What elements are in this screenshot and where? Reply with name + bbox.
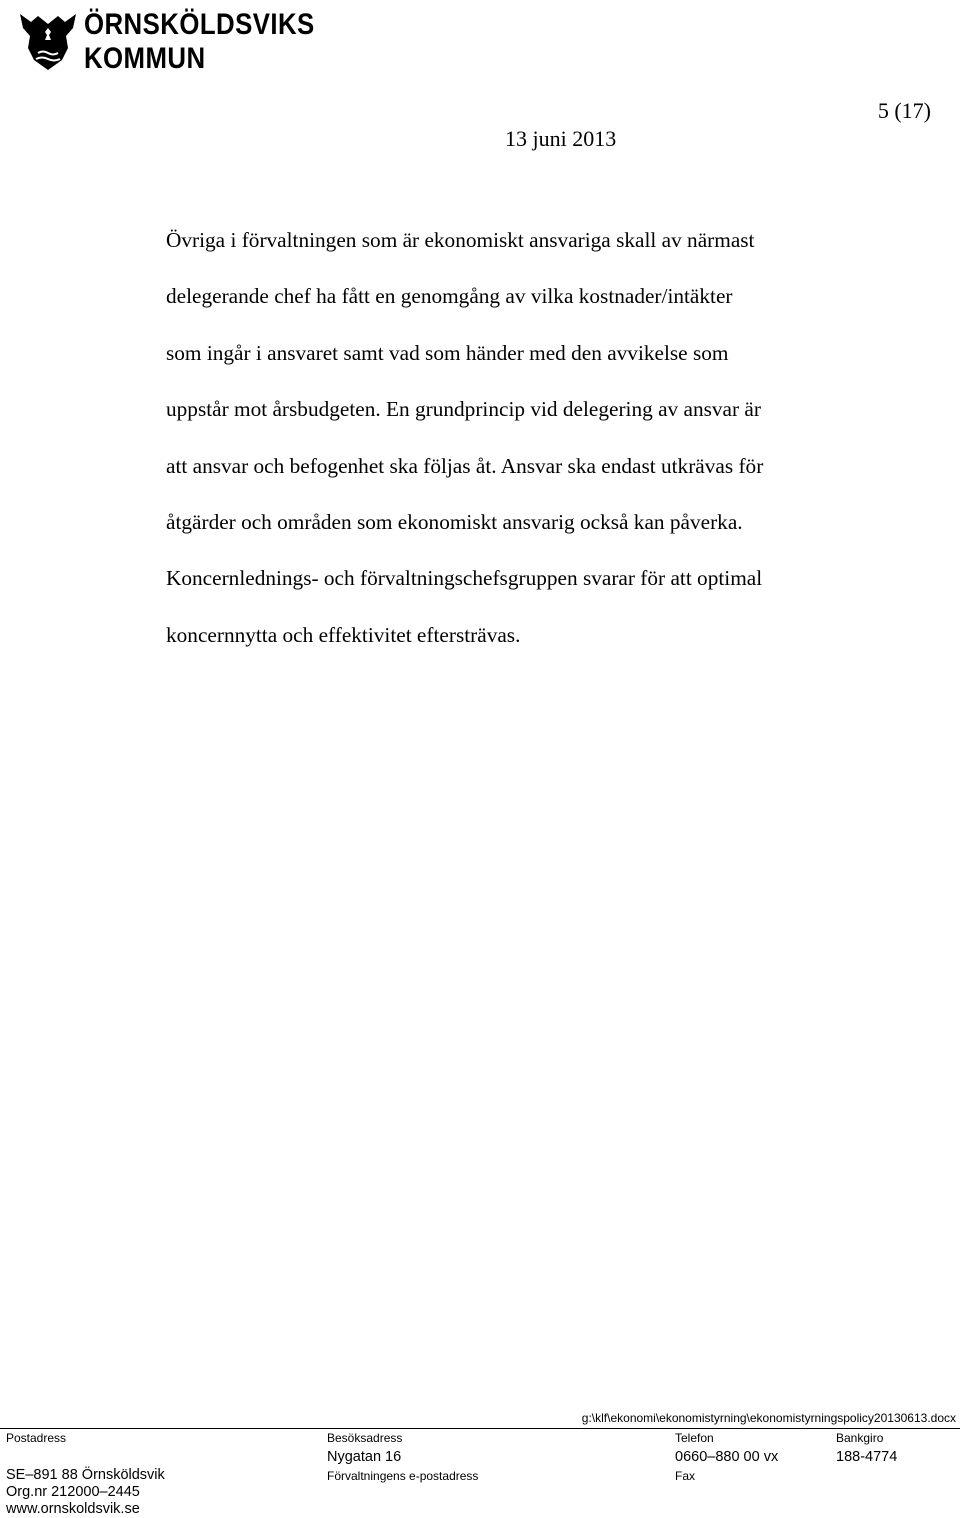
telefon-value: 0660–880 00 vx xyxy=(675,1449,779,1465)
text-line: som ingår i ansvaret samt vad som händer med den avvikelse som xyxy=(166,340,729,365)
municipality-logo xyxy=(18,8,315,75)
paragraph-1 xyxy=(166,226,886,536)
logo-title-line2: KOMMUN xyxy=(84,42,206,75)
text-line: koncernnytta och effektivitet eftersträvas. xyxy=(166,622,521,647)
coat-of-arms-eagle-icon xyxy=(18,8,78,72)
text-line: Övriga i förvaltningen som är ekonomiskt ansvariga skall av närmast xyxy=(166,228,755,252)
besoksadress-value: Nygatan 16 xyxy=(327,1449,402,1465)
text-line: åtgärder och områden som ekonomiskt ansvarig också kan påverka. xyxy=(166,510,743,535)
text-line: Koncernlednings- och förvaltningschefsgruppen svarar för att optimal xyxy=(166,566,763,591)
document-body xyxy=(166,226,886,649)
org-number: Org.nr 212000–2445 xyxy=(6,1484,140,1500)
telefon-label: Telefon xyxy=(675,1431,714,1445)
bankgiro-label: Bankgiro xyxy=(836,1431,884,1445)
logo-title-line1: ÖRNSKÖLDSVIKS xyxy=(84,8,315,41)
text-line: att ansvar och befogenhet ska följas åt. Ansvar ska endast utkrävas för xyxy=(166,453,764,478)
file-path: g:\klf\ekonomi\ekonomistyrning\ekonomistyrningspolicy20130613.docx xyxy=(581,1411,956,1425)
bankgiro-value: 188-4774 xyxy=(836,1449,898,1465)
document-date: 13 juni 2013 xyxy=(505,126,617,151)
fax-label: Fax xyxy=(675,1469,696,1483)
besoksadress-label: Besöksadress xyxy=(327,1431,403,1445)
page-number: 5 (17) xyxy=(877,98,931,123)
footer-divider xyxy=(0,1428,960,1429)
epost-label: Förvaltningens e-postadress xyxy=(327,1469,479,1483)
postadress-value: SE–891 88 Örnsköldsvik xyxy=(6,1467,165,1483)
website-link[interactable]: www.ornskoldsvik.se xyxy=(6,1501,140,1517)
text-line: uppstår mot årsbudgeten. En grundprincip vid delegering av ansvar är xyxy=(166,397,761,422)
text-line: delegerande chef ha fått en genomgång av vilka kostnader/intäkter xyxy=(166,284,733,309)
postadress-label: Postadress xyxy=(6,1431,67,1445)
paragraph-2 xyxy=(166,564,886,649)
